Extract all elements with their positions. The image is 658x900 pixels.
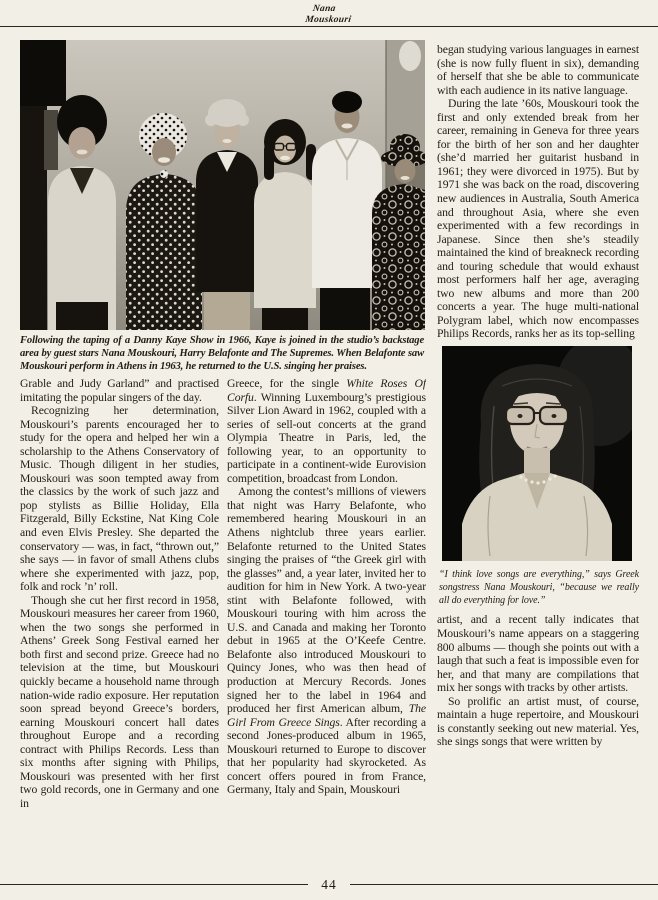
body-text: . Winning Luxembourg’s prestigious Silver Lion Award in 1962, coupled with a series of sell-out concerts at the grand Olympia Theatre in Paris, led, the following year, to an opportunity to participate in a continent-wide Eurovision competition, broadcast from London. (227, 390, 426, 485)
backstage-group-photo-art (20, 40, 425, 330)
paragraph (227, 485, 426, 797)
paragraph (20, 377, 219, 404)
body-text: Though she cut her first record in 1958, Mouskouri measures her career from 1960, when the two songs she performed in Athens’ Greek Song Festival earned her both first and second prize. Greece had no television at the time, but Mouskouri quickly became a household name through nation-wide radio exposure. Her reputation soon spread beyond Greece’s borders, earning Mouskouri concert hall dates throughout Europe and a recording contract with Philips Records. Less than six months after signing with Philips, Mouskouri was presented with her first two gold records, one in Germany and one in (20, 593, 219, 810)
italic-title-text: The Girl From Greece Sings (227, 702, 426, 729)
nana-portrait-art (442, 346, 632, 561)
paragraph (437, 43, 639, 97)
masthead-line2: Mouskouri (304, 14, 352, 25)
body-column-2 (227, 377, 426, 865)
page-number-value: 44 (308, 877, 350, 893)
main-photo-caption: Following the taping of a Danny Kaye Show in 1966, Kaye is joined in the studio’s backstage area by guest stars Nana Mouskouri, Harry Belafonte and The Supremes. When Belafonte saw Mouskouri perform in Athens in 1963, he returned to the U.S. singing her praises. (20, 335, 424, 372)
paragraph (437, 97, 639, 341)
masthead (0, 4, 658, 27)
paragraph (20, 404, 219, 594)
body-column-3 (437, 43, 639, 865)
masthead-line1: Nana (312, 4, 337, 14)
body-column-1 (20, 377, 219, 865)
body-text: artist, and a recent tally indicates that Mouskouri’s name appears on a staggering 800 albums — though she points out with a laugh that such a feat is impossible even for her, and that many are compilations that mix her songs with tracks by other artists. (437, 613, 639, 695)
body-text: Greece, for the single (227, 377, 347, 390)
backstage-group-photo (20, 40, 425, 330)
body-text: So prolific an artist must, of course, maintain a huge repertoire, and Mouskouri is constantly seeking out new material. Yes, she sings songs that were written by (437, 694, 639, 749)
portrait-caption: “I think love songs are everything,” says Greek songstress Nana Mouskouri, “because we really all do everything for love.” (439, 569, 639, 606)
column3-top-text (437, 43, 639, 341)
column3-bottom-text (437, 613, 639, 748)
body-text: During the late ’60s, Mouskouri took the first and only extended break from her career, remaining in Geneva for three years for the birth of her son and her daughter (she’d married her guitarist husband in 1961; they were divorced in 1975). But by 1971 she was back on the road, discovering new audiences in Australia, South America and throughout Asia, where she even experimented with a few recordings in Japanese. Since then she’s steadily maintained the kind of breakneck recording and touring schedule that would exhaust most performers half her age, averaging two new albums and more than 200 concerts a year. The huge multi-national Polygram label, which now encompasses Philips Records, ranks her as its top-selling (437, 97, 639, 341)
body-text: began studying various languages in earnest (she is now fully fluent in six), demanding of herself that she be able to communicate with each audience in its native language. (437, 43, 639, 97)
paragraph (227, 377, 426, 485)
nana-portrait-photo (442, 346, 632, 561)
body-text: Among the contest’s millions of viewers that night was Harry Belafonte, who remembered hearing Mouskouri in an Athens nightclub three years earlier. Belafonte returned to the United States singing the praises of “the Greek girl with the glasses” and, a year later, invited her to audition for him in New York. A two-year stint with Belafonte followed, with Mouskouri touring with him across the U.S. and Canada and making her Toronto debut in 1965 at the O’Keefe Centre. Belafonte also introduced Mouskouri to Quincy Jones, who was then head of production at Mercury Records. Jones signed her to the label in 1964 and produced her first American album, (227, 485, 426, 716)
page-number (0, 876, 658, 894)
body-text: Recognizing her determination, Mouskouri’s parents encouraged her to study for the opera and helped her win a scholarship to the Athens Conservatory of Music. Though diligent in her studies, Mouskouri was soon tempted away from the classics by the work of such jazz and pop stylists as Billie Holiday, Ella Fitzgerald, Billy Eckstine, Nat King Cole and even Elvis Presley. She departed the conservatory — was, in fact, “thrown out,” she says — in favor of small Athens clubs where she experimented with jazz, pop, folk and rock ’n’ roll. (20, 404, 219, 594)
italic-title-text: White Roses Of Corfu (227, 377, 426, 404)
paragraph (437, 613, 639, 694)
body-text: Grable and Judy Garland” and practised imitating the popular singers of the day. (20, 377, 219, 404)
figure-supreme-left (48, 95, 116, 330)
paragraph (20, 594, 219, 811)
paragraph (437, 695, 639, 749)
body-text: . After recording a second Jones-produced album in 1965, Mouskouri returned to Europe to discover that her popularity had skyrocketed. As concert offers poured in from France, Germany, Italy and Spain, Mouskouri (227, 715, 426, 797)
masthead-script-title (289, 4, 370, 25)
